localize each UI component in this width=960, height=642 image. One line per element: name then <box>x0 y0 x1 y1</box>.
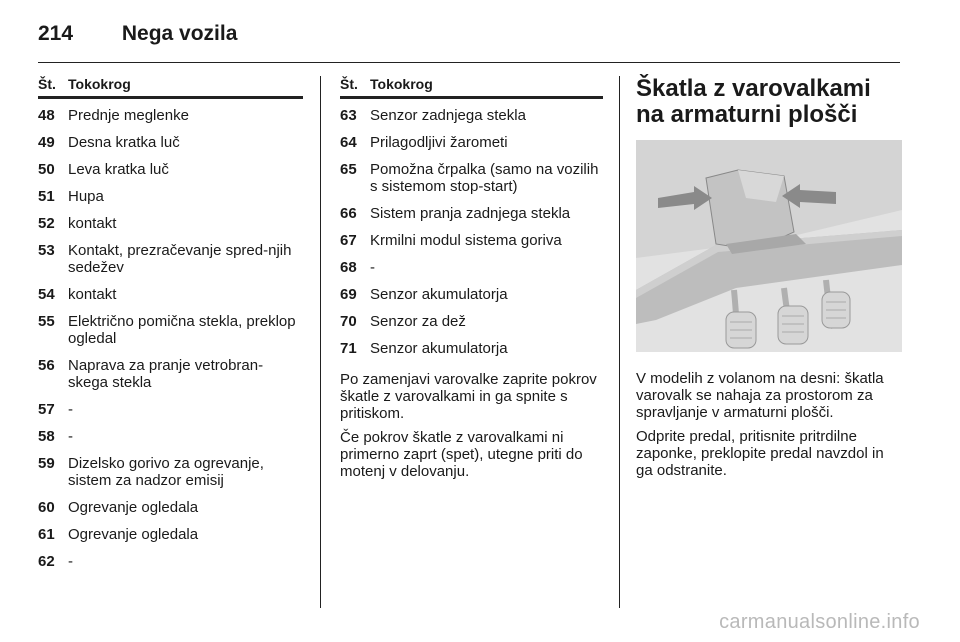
table-row <box>38 526 303 543</box>
table-row <box>340 286 603 303</box>
circuit-name: Senzor akumulatorja <box>370 340 508 357</box>
fuse-number: 62 <box>38 553 55 570</box>
col-circuit-header: Tokokrog <box>370 76 433 92</box>
table-row <box>38 188 303 205</box>
header-rule <box>38 62 900 63</box>
column-divider <box>320 76 321 608</box>
circuit-name: Kontakt, prezračevanje spred-njih sedežev <box>68 242 292 276</box>
fuse-number: 52 <box>38 215 55 232</box>
circuit-name: Dizelsko gorivo za ogrevanje, sistem za nadzor emisij <box>68 455 264 489</box>
circuit-name: Naprava za pranje vetrobran-skega stekla <box>68 357 264 391</box>
circuit-name: Ogrevanje ogledala <box>68 526 199 543</box>
fuse-number: 48 <box>38 107 55 124</box>
fuse-number: 59 <box>38 455 55 472</box>
section-title: Škatla z varovalkami na armaturni plošči <box>636 75 871 128</box>
table-row <box>340 134 603 151</box>
circuit-name: Leva kratka luč <box>68 161 169 178</box>
table-row <box>340 161 603 195</box>
fuse-number: 71 <box>340 340 357 357</box>
circuit-name: - <box>370 259 375 276</box>
table-row <box>38 107 303 124</box>
fuse-box-illustration <box>636 140 902 352</box>
table-row <box>38 286 303 303</box>
circuit-name: Krmilni modul sistema goriva <box>370 232 562 249</box>
circuit-name: Sistem pranja zadnjega stekla <box>370 205 571 222</box>
circuit-name: Pomožna črpalka (samo na vozilih s sistemom stop-start) <box>370 161 599 195</box>
fuse-number: 60 <box>38 499 55 516</box>
fuse-number: 64 <box>340 134 357 151</box>
fuse-number: 67 <box>340 232 357 249</box>
table-row <box>38 553 303 570</box>
col-number-header: Št. <box>340 76 358 92</box>
table-row <box>38 499 303 516</box>
table-row <box>340 205 603 222</box>
table-body <box>38 107 303 570</box>
fuse-number: 55 <box>38 313 55 330</box>
table-row <box>38 134 303 151</box>
instructions <box>340 371 603 480</box>
table-row <box>38 215 303 232</box>
paragraph: Odprite predal, pritisnite pritrdilne zaponke, preklopite predal navzdol in ga odstranite. <box>636 428 884 479</box>
circuit-name: Električno pomična stekla, preklop ogledal <box>68 313 296 347</box>
page-number: 214 <box>38 22 74 45</box>
fuse-number: 61 <box>38 526 55 543</box>
table-row <box>340 259 603 276</box>
chapter-title: Nega vozila <box>121 22 238 45</box>
circuit-name: Senzor zadnjega stekla <box>370 107 526 124</box>
circuit-name: kontakt <box>68 215 117 232</box>
fuse-number: 58 <box>38 428 55 445</box>
circuit-name: Prilagodljivi žarometi <box>370 134 508 151</box>
fuse-number: 68 <box>340 259 357 276</box>
circuit-name: - <box>68 428 73 445</box>
col-circuit-header: Tokokrog <box>68 76 131 92</box>
circuit-name: - <box>68 401 73 418</box>
fuse-number: 53 <box>38 242 55 259</box>
table-header <box>38 76 303 99</box>
table-row <box>38 357 303 391</box>
table-body <box>340 107 603 357</box>
col-number-header: Št. <box>38 76 56 92</box>
fuse-number: 50 <box>38 161 55 178</box>
paragraph: Če pokrov škatle z varovalkami ni primerno zaprt (spet), utegne priti do motenj v delovanju. <box>340 429 583 480</box>
table-row <box>38 428 303 445</box>
table-row <box>38 242 303 276</box>
fuse-number: 54 <box>38 286 55 303</box>
table-header <box>340 76 603 99</box>
fuse-number: 57 <box>38 401 55 418</box>
circuit-name: Senzor akumulatorja <box>370 286 508 303</box>
fuse-table-1 <box>38 76 303 580</box>
table-row <box>340 313 603 330</box>
table-row <box>340 232 603 249</box>
fuse-number: 56 <box>38 357 55 374</box>
fuse-number: 66 <box>340 205 357 222</box>
fuse-number: 65 <box>340 161 357 178</box>
column-divider <box>619 76 620 608</box>
paragraph: Po zamenjavi varovalke zaprite pokrov škatle z varovalkami in ga spnite s pritiskom. <box>340 371 597 422</box>
paragraph: V modelih z volanom na desni: škatla varovalk se nahaja za prostorom za spravljanje v armaturni plošči. <box>636 370 884 421</box>
table-row <box>38 455 303 489</box>
fuse-number: 63 <box>340 107 357 124</box>
fuse-box-section <box>636 76 902 486</box>
table-row <box>38 313 303 347</box>
circuit-name: Prednje meglenke <box>68 107 189 124</box>
table-row <box>340 340 603 357</box>
circuit-name: Desna kratka luč <box>68 134 180 151</box>
circuit-name: - <box>68 553 73 570</box>
fuse-number: 51 <box>38 188 55 205</box>
circuit-name: Hupa <box>68 188 104 205</box>
watermark: carmanualsonline.info <box>719 611 920 633</box>
page-header <box>38 22 237 46</box>
circuit-name: Senzor za dež <box>370 313 466 330</box>
fuse-number: 69 <box>340 286 357 303</box>
table-row <box>38 161 303 178</box>
table-row <box>340 107 603 124</box>
fuse-box-illustration-icon <box>636 140 902 352</box>
circuit-name: kontakt <box>68 286 117 303</box>
circuit-name: Ogrevanje ogledala <box>68 499 199 516</box>
fuse-number: 49 <box>38 134 55 151</box>
table-row <box>38 401 303 418</box>
fuse-table-2 <box>340 76 603 487</box>
fuse-number: 70 <box>340 313 357 330</box>
